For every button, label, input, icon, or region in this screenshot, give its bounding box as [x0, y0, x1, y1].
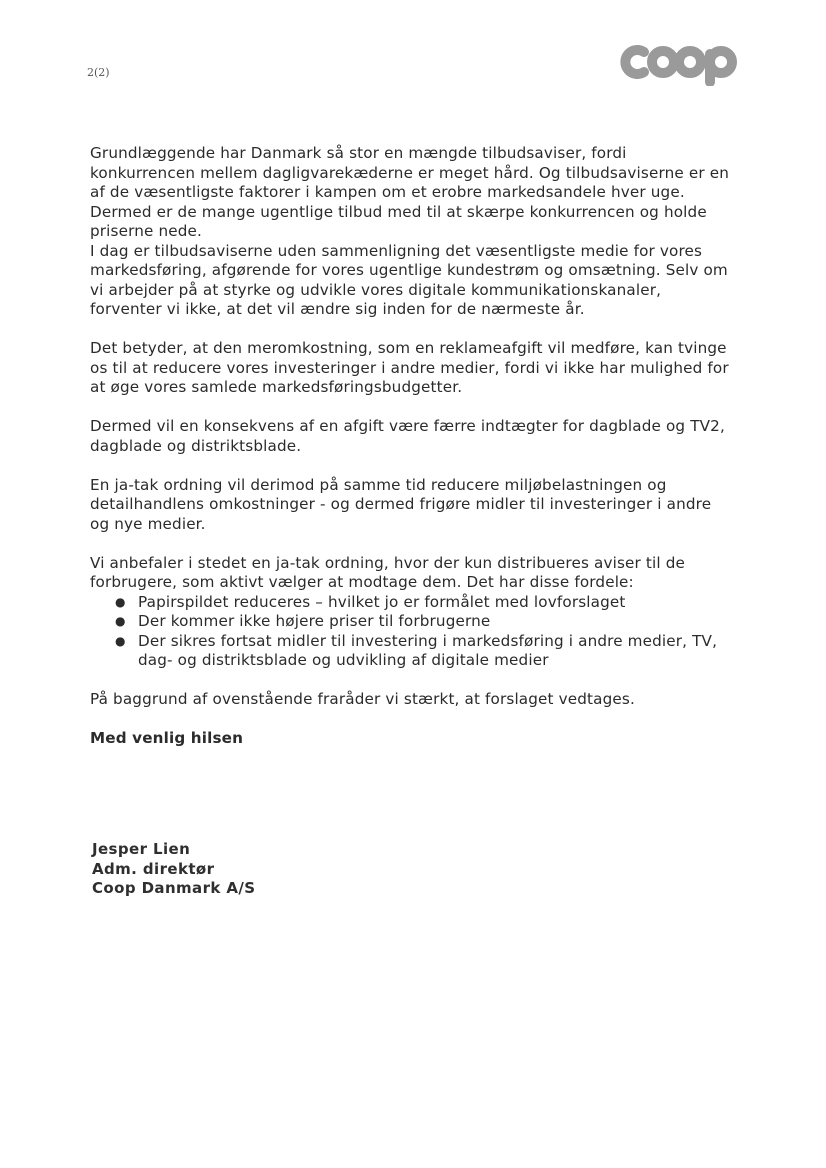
- list-item-text: Der kommer ikke højere priser til forbrugerne: [138, 612, 491, 630]
- list-item-text: Der sikres fortsat midler til investering i markedsføring i andre medier, TV, dag- og distriktsblade og udvikling af digitale medier: [138, 631, 718, 669]
- list-item: [90, 593, 730, 613]
- paragraph-2: I dag er tilbudsaviserne uden sammenligning det væsentligste medie for vores markedsføring, afgørende for vores ugentlige kundestrøm og omsætning. Selv om vi arbejder på at styrke og udvikle vores digitale kommunikationskanaler, forventer vi ikke, at det vil ændre sig inden for de nærmeste år.: [90, 241, 728, 318]
- paragraph-7: På baggrund af ovenstående fraråder vi stærkt, at forslaget vedtages.: [90, 690, 635, 708]
- bullet-icon: ●: [115, 614, 126, 628]
- list-item-text: Papirspildet reduceres – hvilket jo er formålet med lovforslaget: [138, 592, 626, 611]
- paragraph-6: Vi anbefaler i stedet en ja-tak ordning, hvor der kun distribueres aviser til de forbrugere, som aktivt vælger at modtage dem. Det har disse fordele:: [90, 553, 685, 591]
- signature-block: [92, 840, 255, 899]
- paragraph-4: Dermed vil en konsekvens af en afgift være færre indtægter for dagblade og TV2, dagblade og distriktsblade.: [90, 417, 725, 455]
- letter-body: [90, 144, 730, 768]
- signer-company: Coop Danmark A/S: [92, 879, 256, 897]
- page-number: 2(2): [87, 66, 110, 79]
- paragraph-3: Det betyder, at den meromkostning, som en reklameafgift vil medføre, kan tvinge os til at reducere vores investeringer i andre medier, fordi vi ikke har mulighed for at øge vores samlede markedsføringsbudgetter.: [90, 339, 729, 396]
- signer-name: Jesper Lien: [92, 840, 191, 858]
- benefits-list: [90, 593, 730, 671]
- list-item: [90, 612, 730, 632]
- paragraph-1: Grundlæggende har Danmark så stor en mængde tilbudsaviser, fordi konkurrencen mellem dagligvarekæderne er meget hård. Og tilbudsaviserne er en af de væsentligste faktorer i kampen om et erobre markedsandele hver uge. Dermed er de mange ugentlige tilbud med til at skærpe konkurrencen og holde priserne nede.: [90, 144, 729, 240]
- list-item: [90, 632, 730, 671]
- bullet-icon: ●: [115, 594, 126, 609]
- coop-logo: [618, 40, 746, 86]
- closing-greeting: Med venlig hilsen: [90, 729, 244, 747]
- paragraph-5: En ja-tak ordning vil derimod på samme tid reducere miljøbelastningen og detailhandlens omkostninger - og dermed frigøre midler til investeringer i andre og nye medier.: [90, 475, 712, 533]
- signer-title: Adm. direktør: [92, 859, 215, 878]
- bullet-icon: ●: [115, 633, 126, 648]
